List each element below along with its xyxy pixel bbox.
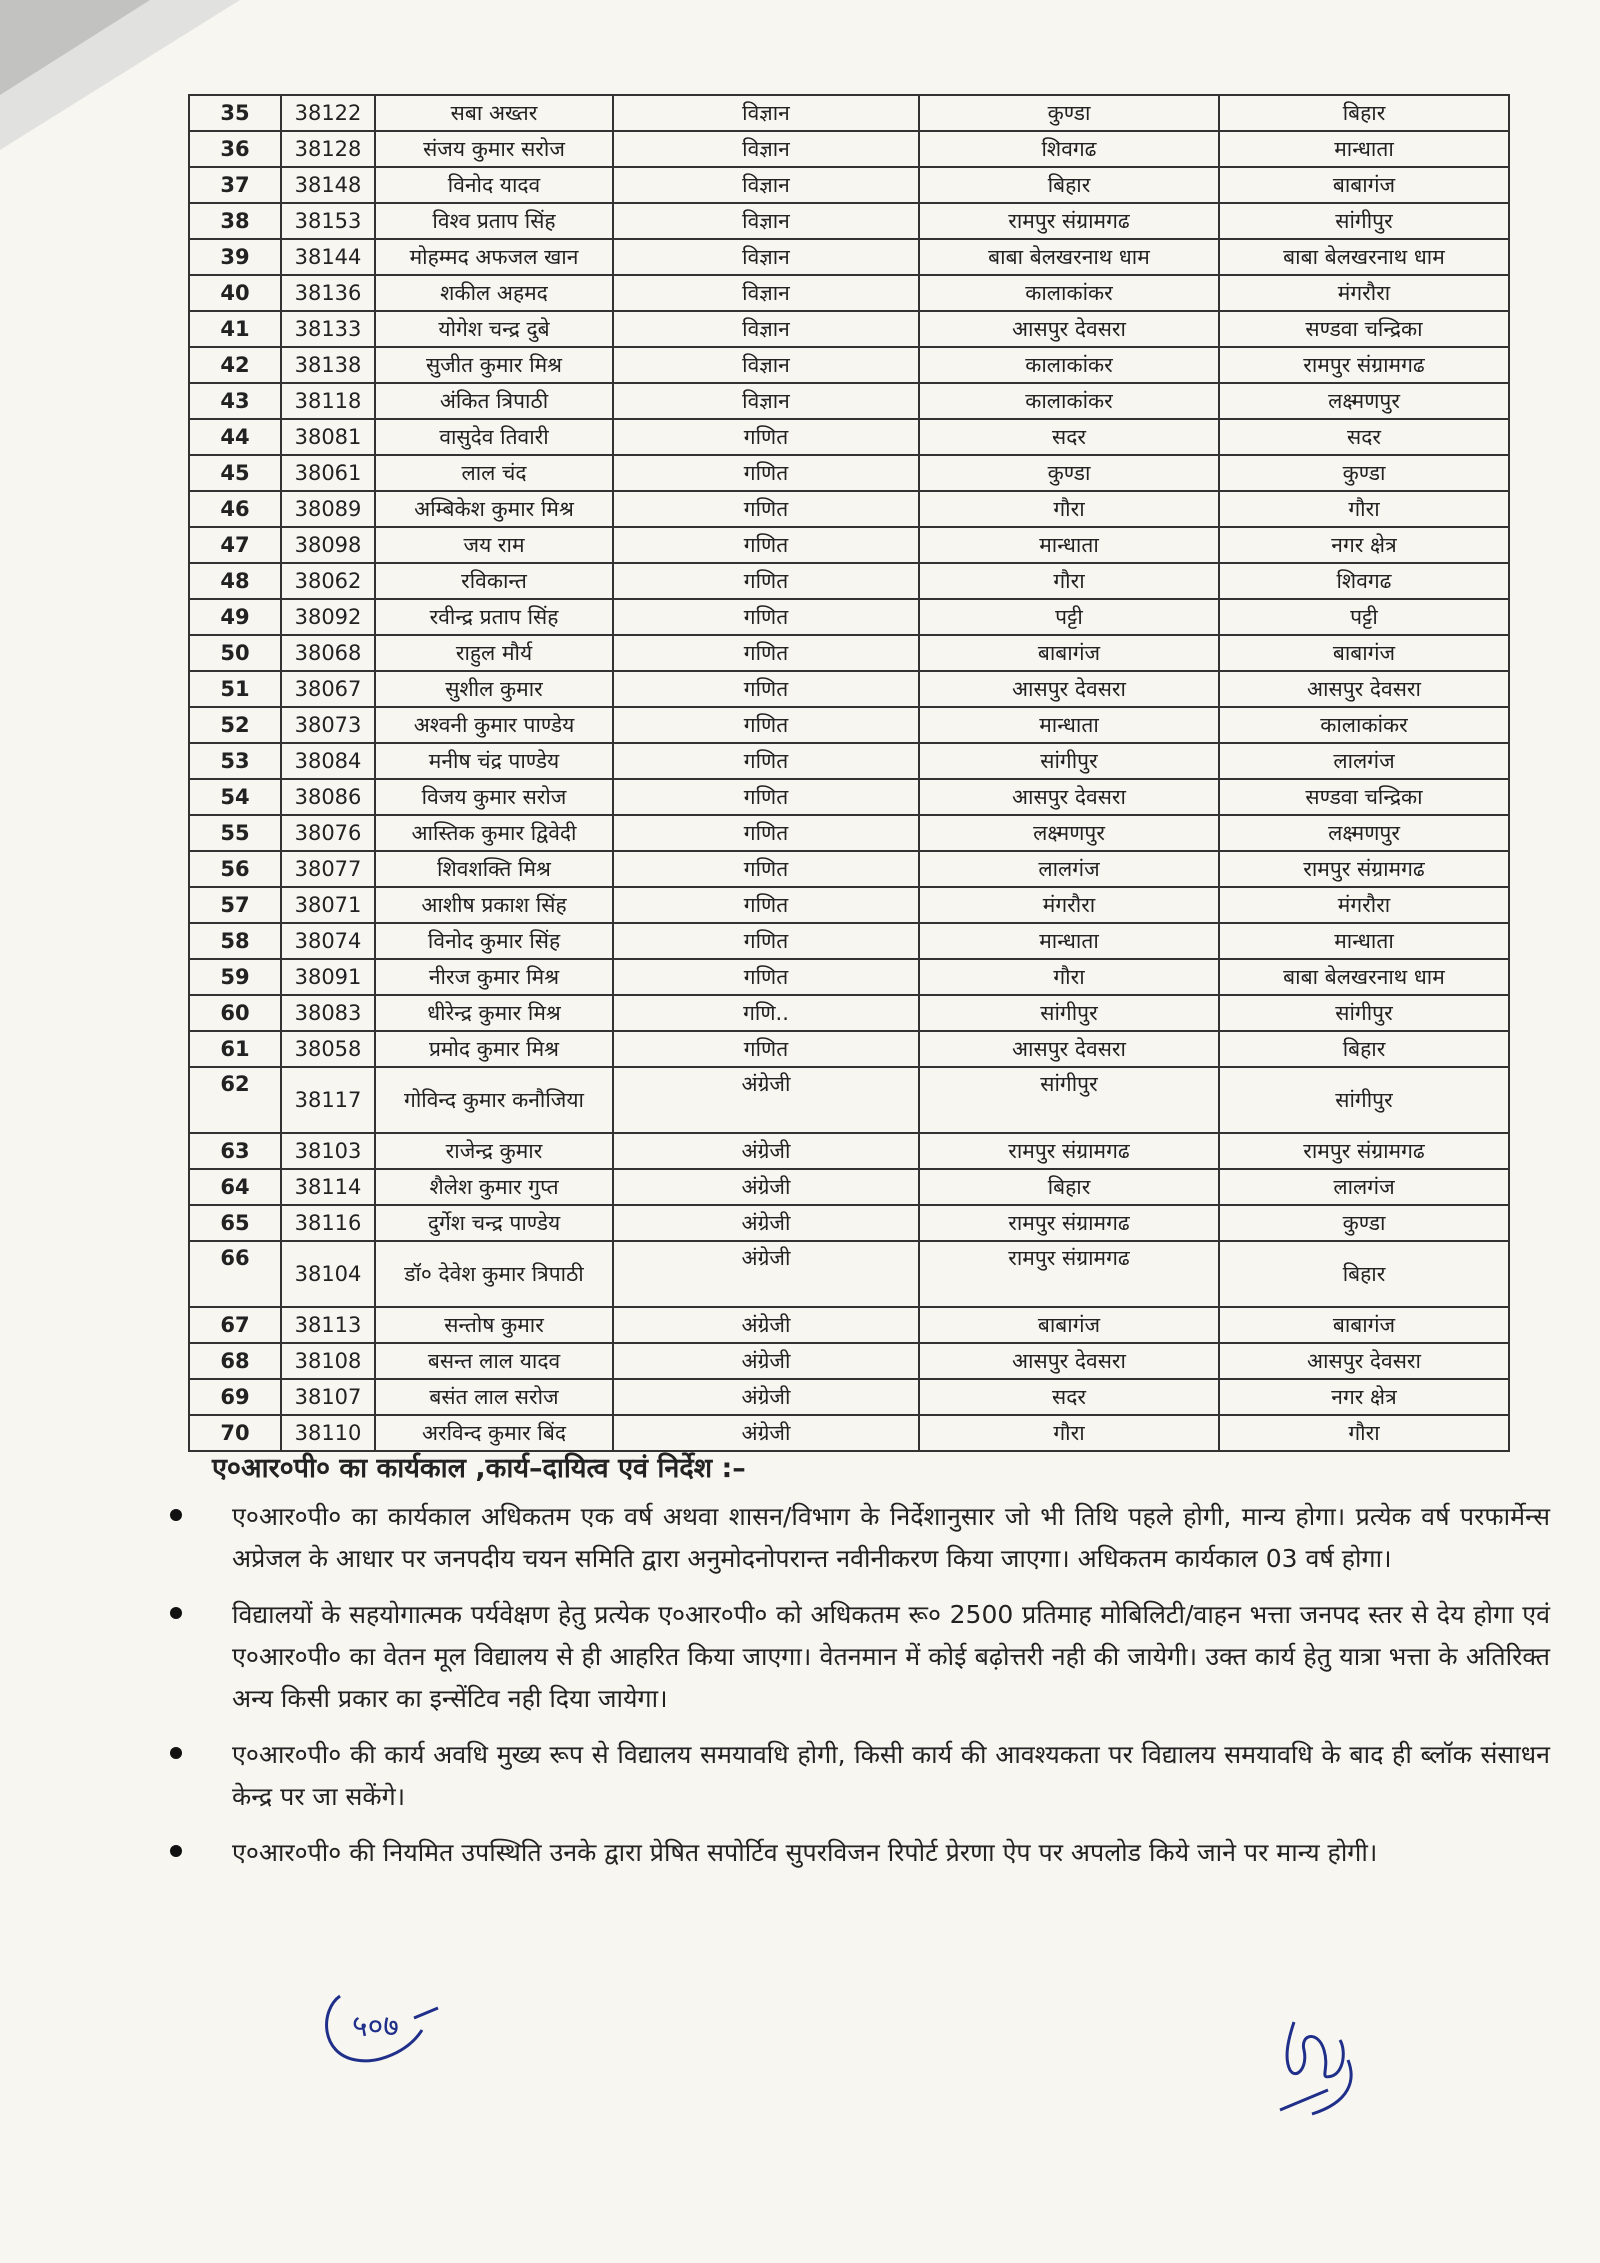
table-row	[189, 743, 1509, 779]
table-row	[189, 1205, 1509, 1241]
block-cell: कुण्डा	[919, 95, 1219, 131]
code-cell: 38144	[281, 239, 375, 275]
subject-cell: अंग्रेजी	[613, 1169, 919, 1205]
code-cell: 38103	[281, 1133, 375, 1169]
code-cell: 38062	[281, 563, 375, 599]
table-row	[189, 887, 1509, 923]
table-row	[189, 95, 1509, 131]
assigned-block-cell: नगर क्षेत्र	[1219, 1379, 1509, 1415]
code-cell: 38084	[281, 743, 375, 779]
subject-cell: अंग्रेजी	[613, 1307, 919, 1343]
subject-cell: गणित	[613, 599, 919, 635]
name-cell: सबा अख्तर	[375, 95, 613, 131]
subject-cell: विज्ञान	[613, 131, 919, 167]
instruction-text: ए०आर०पी० की कार्य अवधि मुख्य रूप से विद्यालय समयावधि होगी, किसी कार्य की आवश्यकता पर विद्यालय समयावधि के बाद ही ब्लॉक संसाधन केन्द्र पर जा सकेंगे।	[232, 1740, 1550, 1811]
sno-cell: 52	[189, 707, 281, 743]
sno-cell: 49	[189, 599, 281, 635]
subject-cell: गणित	[613, 887, 919, 923]
table-row	[189, 815, 1509, 851]
code-cell: 38061	[281, 455, 375, 491]
name-cell: आस्तिक कुमार द्विवेदी	[375, 815, 613, 851]
assigned-block-cell: कालाकांकर	[1219, 707, 1509, 743]
subject-cell: अंग्रेजी	[613, 1133, 919, 1169]
subject-cell: विज्ञान	[613, 311, 919, 347]
instructions-list	[170, 1496, 1550, 1888]
sno-cell: 65	[189, 1205, 281, 1241]
sno-cell: 36	[189, 131, 281, 167]
name-cell: विश्व प्रताप सिंह	[375, 203, 613, 239]
table-row	[189, 347, 1509, 383]
block-cell: कुण्डा	[919, 455, 1219, 491]
table-row	[189, 419, 1509, 455]
subject-cell: विज्ञान	[613, 167, 919, 203]
subject-cell: गणित	[613, 671, 919, 707]
name-cell: योगेश चन्द्र दुबे	[375, 311, 613, 347]
name-cell: नीरज कुमार मिश्र	[375, 959, 613, 995]
block-cell: बाबागंज	[919, 635, 1219, 671]
sno-cell: 70	[189, 1415, 281, 1451]
subject-cell: गणित	[613, 527, 919, 563]
table-row	[189, 1307, 1509, 1343]
block-cell: गौरा	[919, 959, 1219, 995]
sno-cell: 62	[189, 1067, 281, 1133]
code-cell: 38136	[281, 275, 375, 311]
assigned-block-cell: नगर क्षेत्र	[1219, 527, 1509, 563]
block-cell: लालगंज	[919, 851, 1219, 887]
subject-cell: गणित	[613, 455, 919, 491]
block-cell: रामपुर संग्रामगढ	[919, 1205, 1219, 1241]
table-row	[189, 563, 1509, 599]
assigned-block-cell: आसपुर देवसरा	[1219, 671, 1509, 707]
name-cell: अंकित त्रिपाठी	[375, 383, 613, 419]
subject-cell: अंग्रेजी	[613, 1415, 919, 1451]
block-cell: सदर	[919, 419, 1219, 455]
subject-cell: विज्ञान	[613, 239, 919, 275]
sno-cell: 68	[189, 1343, 281, 1379]
block-cell: सांगीपुर	[919, 1067, 1219, 1133]
assigned-block-cell: बाबा बेलखरनाथ धाम	[1219, 239, 1509, 275]
code-cell: 38117	[281, 1067, 375, 1133]
block-cell: गौरा	[919, 563, 1219, 599]
assigned-block-cell: पट्टी	[1219, 599, 1509, 635]
block-cell: लक्ष्मणपुर	[919, 815, 1219, 851]
assigned-block-cell: मंगरौरा	[1219, 887, 1509, 923]
code-cell: 38077	[281, 851, 375, 887]
name-cell: बसन्त लाल यादव	[375, 1343, 613, 1379]
sno-cell: 35	[189, 95, 281, 131]
bullet-dot-icon	[170, 1845, 182, 1857]
table-row	[189, 1133, 1509, 1169]
block-cell: आसपुर देवसरा	[919, 1343, 1219, 1379]
subject-cell: अंग्रेजी	[613, 1241, 919, 1307]
instruction-item	[170, 1594, 1550, 1720]
block-cell: मान्धाता	[919, 707, 1219, 743]
block-cell: बिहार	[919, 167, 1219, 203]
instruction-item	[170, 1832, 1550, 1874]
code-cell: 38116	[281, 1205, 375, 1241]
name-cell: मनीष चंद्र पाण्डेय	[375, 743, 613, 779]
initials-text: ५०७	[352, 2009, 399, 2044]
subject-cell: अंग्रेजी	[613, 1205, 919, 1241]
subject-cell: गणित	[613, 815, 919, 851]
assigned-block-cell: आसपुर देवसरा	[1219, 1343, 1509, 1379]
code-cell: 38067	[281, 671, 375, 707]
block-cell: सांगीपुर	[919, 743, 1219, 779]
block-cell: मान्धाता	[919, 527, 1219, 563]
table-row	[189, 131, 1509, 167]
assigned-block-cell: सण्डवा चन्द्रिका	[1219, 311, 1509, 347]
name-cell: विजय कुमार सरोज	[375, 779, 613, 815]
block-cell: मंगरौरा	[919, 887, 1219, 923]
subject-cell: गणित	[613, 1031, 919, 1067]
code-cell: 38091	[281, 959, 375, 995]
subject-cell: गणित	[613, 635, 919, 671]
code-cell: 38153	[281, 203, 375, 239]
sno-cell: 66	[189, 1241, 281, 1307]
name-cell: अम्बिकेश कुमार मिश्र	[375, 491, 613, 527]
table-row	[189, 1241, 1509, 1307]
name-cell: वासुदेव तिवारी	[375, 419, 613, 455]
name-cell: आशीष प्रकाश सिंह	[375, 887, 613, 923]
assigned-block-cell: कुण्डा	[1219, 1205, 1509, 1241]
code-cell: 38138	[281, 347, 375, 383]
table-row	[189, 455, 1509, 491]
sno-cell: 43	[189, 383, 281, 419]
arp-selection-table	[188, 94, 1508, 1452]
code-cell: 38076	[281, 815, 375, 851]
name-cell: प्रमोद कुमार मिश्र	[375, 1031, 613, 1067]
block-cell: आसपुर देवसरा	[919, 1031, 1219, 1067]
code-cell: 38073	[281, 707, 375, 743]
assigned-block-cell: बिहार	[1219, 1241, 1509, 1307]
table-row	[189, 527, 1509, 563]
subject-cell: गणित	[613, 851, 919, 887]
subject-cell: अंग्रेजी	[613, 1379, 919, 1415]
subject-cell: गणित	[613, 779, 919, 815]
block-cell: कालाकांकर	[919, 275, 1219, 311]
section-title: ए०आर०पी० का कार्यकाल ,कार्य–दायित्व एवं निर्देश :–	[212, 1453, 746, 1484]
sno-cell: 61	[189, 1031, 281, 1067]
code-cell: 38068	[281, 635, 375, 671]
table-row	[189, 1031, 1509, 1067]
page-fold-corner	[0, 0, 150, 95]
sno-cell: 50	[189, 635, 281, 671]
sno-cell: 59	[189, 959, 281, 995]
name-cell: सुशील कुमार	[375, 671, 613, 707]
sno-cell: 54	[189, 779, 281, 815]
table-row	[189, 671, 1509, 707]
name-cell: सन्तोष कुमार	[375, 1307, 613, 1343]
assigned-block-cell: बिहार	[1219, 1031, 1509, 1067]
name-cell: जय राम	[375, 527, 613, 563]
name-cell: डॉ० देवेश कुमार त्रिपाठी	[375, 1241, 613, 1307]
block-cell: गौरा	[919, 1415, 1219, 1451]
subject-cell: गणित	[613, 923, 919, 959]
code-cell: 38058	[281, 1031, 375, 1067]
sno-cell: 41	[189, 311, 281, 347]
assigned-block-cell: बिहार	[1219, 95, 1509, 131]
subject-cell: गणित	[613, 743, 919, 779]
assigned-block-cell: बाबागंज	[1219, 635, 1509, 671]
table-row	[189, 311, 1509, 347]
sno-cell: 44	[189, 419, 281, 455]
code-cell: 38089	[281, 491, 375, 527]
subject-cell: अंग्रेजी	[613, 1343, 919, 1379]
assigned-block-cell: मान्धाता	[1219, 131, 1509, 167]
code-cell: 38086	[281, 779, 375, 815]
assigned-block-cell: गौरा	[1219, 1415, 1509, 1451]
name-cell: मोहम्मद अफजल खान	[375, 239, 613, 275]
table-row	[189, 995, 1509, 1031]
name-cell: अश्वनी कुमार पाण्डेय	[375, 707, 613, 743]
sno-cell: 55	[189, 815, 281, 851]
subject-cell: गणित	[613, 707, 919, 743]
table-row	[189, 491, 1509, 527]
instruction-item	[170, 1496, 1550, 1580]
block-cell: गौरा	[919, 491, 1219, 527]
code-cell: 38148	[281, 167, 375, 203]
code-cell: 38128	[281, 131, 375, 167]
block-cell: रामपुर संग्रामगढ	[919, 1133, 1219, 1169]
table-row	[189, 959, 1509, 995]
assigned-block-cell: गौरा	[1219, 491, 1509, 527]
table-row	[189, 635, 1509, 671]
table-row	[189, 1343, 1509, 1379]
sno-cell: 57	[189, 887, 281, 923]
table-row	[189, 1415, 1509, 1451]
sno-cell: 67	[189, 1307, 281, 1343]
block-cell: पट्टी	[919, 599, 1219, 635]
sno-cell: 51	[189, 671, 281, 707]
subject-cell: विज्ञान	[613, 95, 919, 131]
instruction-text: ए०आर०पी० की नियमित उपस्थिति उनके द्वारा प्रेषित सपोर्टिव सुपरविजन रिपोर्ट प्रेरणा ऐप पर अपलोड किये जाने पर मान्य होगी।	[232, 1838, 1378, 1867]
block-cell: रामपुर संग्रामगढ	[919, 1241, 1219, 1307]
assigned-block-cell: सण्डवा चन्द्रिका	[1219, 779, 1509, 815]
handwritten-initials	[318, 1988, 448, 2072]
bullet-dot-icon	[170, 1747, 182, 1759]
block-cell: शिवगढ	[919, 131, 1219, 167]
block-cell: आसपुर देवसरा	[919, 779, 1219, 815]
name-cell: शैलेश कुमार गुप्त	[375, 1169, 613, 1205]
assigned-block-cell: सांगीपुर	[1219, 203, 1509, 239]
table-row	[189, 779, 1509, 815]
name-cell: लाल चंद	[375, 455, 613, 491]
sno-cell: 39	[189, 239, 281, 275]
subject-cell: अंग्रेजी	[613, 1067, 919, 1133]
code-cell: 38081	[281, 419, 375, 455]
table-row	[189, 1379, 1509, 1415]
assigned-block-cell: मंगरौरा	[1219, 275, 1509, 311]
assigned-block-cell: लालगंज	[1219, 1169, 1509, 1205]
code-cell: 38107	[281, 1379, 375, 1415]
assigned-block-cell: लक्ष्मणपुर	[1219, 815, 1509, 851]
handwritten-signature	[1260, 2010, 1390, 2124]
code-cell: 38133	[281, 311, 375, 347]
sno-cell: 42	[189, 347, 281, 383]
assigned-block-cell: लालगंज	[1219, 743, 1509, 779]
subject-cell: गणित	[613, 959, 919, 995]
instruction-item	[170, 1734, 1550, 1818]
sno-cell: 63	[189, 1133, 281, 1169]
table-body	[189, 95, 1509, 1451]
name-cell: सुजीत कुमार मिश्र	[375, 347, 613, 383]
name-cell: राहुल मौर्य	[375, 635, 613, 671]
table-row	[189, 599, 1509, 635]
name-cell: रवीन्द्र प्रताप सिंह	[375, 599, 613, 635]
assigned-block-cell: बाबा बेलखरनाथ धाम	[1219, 959, 1509, 995]
block-cell: रामपुर संग्रामगढ	[919, 203, 1219, 239]
name-cell: रविकान्त	[375, 563, 613, 599]
block-cell: आसपुर देवसरा	[919, 671, 1219, 707]
name-cell: बसंत लाल सरोज	[375, 1379, 613, 1415]
assigned-block-cell: मान्धाता	[1219, 923, 1509, 959]
subject-cell: विज्ञान	[613, 347, 919, 383]
assigned-block-cell: रामपुर संग्रामगढ	[1219, 1133, 1509, 1169]
block-cell: बाबा बेलखरनाथ धाम	[919, 239, 1219, 275]
sno-cell: 58	[189, 923, 281, 959]
block-cell: कालाकांकर	[919, 347, 1219, 383]
bullet-dot-icon	[170, 1607, 182, 1619]
assigned-block-cell: बाबागंज	[1219, 167, 1509, 203]
subject-cell: गणित	[613, 491, 919, 527]
instruction-text: ए०आर०पी० का कार्यकाल अधिकतम एक वर्ष अथवा शासन/विभाग के निर्देशानुसार जो भी तिथि पहले होगी, मान्य होगा। प्रत्येक वर्ष परफार्मेन्स अप्रेजल के आधार पर जनपदीय चयन समिति द्वारा अनुमोदनोपरान्त नवीनीकरण किया जाएगा। अधिकतम कार्यकाल 03 वर्ष होगा।	[232, 1502, 1550, 1573]
sno-cell: 56	[189, 851, 281, 887]
sno-cell: 45	[189, 455, 281, 491]
assigned-block-cell: सदर	[1219, 419, 1509, 455]
code-cell: 38110	[281, 1415, 375, 1451]
sno-cell: 40	[189, 275, 281, 311]
assigned-block-cell: कुण्डा	[1219, 455, 1509, 491]
sno-cell: 47	[189, 527, 281, 563]
table-row	[189, 167, 1509, 203]
subject-cell: गणित	[613, 563, 919, 599]
instruction-text: विद्यालयों के सहयोगात्मक पर्यवेक्षण हेतु प्रत्येक ए०आर०पी० को अधिकतम रू० 2500 प्रतिमाह मोबिलिटी/वाहन भत्ता जनपद स्तर से देय होगा एवं ए०आर०पी० का वेतन मूल विद्यालय से ही आहरित किया जाएगा। वेतनमान में कोई बढ़ोत्तरी नही की जायेगी। उक्त कार्य हेतु यात्रा भत्ता के अतिरिक्त अन्य किसी प्रकार का इन्सेंटिव नही दिया जायेगा।	[232, 1600, 1550, 1713]
name-cell: संजय कुमार सरोज	[375, 131, 613, 167]
assigned-block-cell: लक्ष्मणपुर	[1219, 383, 1509, 419]
signature-scribble-icon	[1260, 2010, 1390, 2120]
sno-cell: 53	[189, 743, 281, 779]
code-cell: 38108	[281, 1343, 375, 1379]
code-cell: 38113	[281, 1307, 375, 1343]
name-cell: शकील अहमद	[375, 275, 613, 311]
table-row	[189, 275, 1509, 311]
block-cell: सदर	[919, 1379, 1219, 1415]
block-cell: कालाकांकर	[919, 383, 1219, 419]
table-row	[189, 1169, 1509, 1205]
code-cell: 38122	[281, 95, 375, 131]
block-cell: बिहार	[919, 1169, 1219, 1205]
block-cell: बाबागंज	[919, 1307, 1219, 1343]
sno-cell: 64	[189, 1169, 281, 1205]
sno-cell: 38	[189, 203, 281, 239]
table-row	[189, 923, 1509, 959]
assigned-block-cell: सांगीपुर	[1219, 995, 1509, 1031]
assigned-block-cell: रामपुर संग्रामगढ	[1219, 851, 1509, 887]
assigned-block-cell: बाबागंज	[1219, 1307, 1509, 1343]
assigned-block-cell: शिवगढ	[1219, 563, 1509, 599]
name-cell: राजेन्द्र कुमार	[375, 1133, 613, 1169]
subject-cell: विज्ञान	[613, 203, 919, 239]
code-cell: 38092	[281, 599, 375, 635]
block-cell: मान्धाता	[919, 923, 1219, 959]
block-cell: आसपुर देवसरा	[919, 311, 1219, 347]
table-row	[189, 203, 1509, 239]
sno-cell: 46	[189, 491, 281, 527]
assigned-block-cell: रामपुर संग्रामगढ	[1219, 347, 1509, 383]
block-cell: सांगीपुर	[919, 995, 1219, 1031]
table-row	[189, 851, 1509, 887]
code-cell: 38071	[281, 887, 375, 923]
table-row	[189, 383, 1509, 419]
name-cell: अरविन्द कुमार बिंद	[375, 1415, 613, 1451]
table-row	[189, 707, 1509, 743]
code-cell: 38114	[281, 1169, 375, 1205]
code-cell: 38098	[281, 527, 375, 563]
name-cell: विनोद यादव	[375, 167, 613, 203]
code-cell: 38074	[281, 923, 375, 959]
subject-cell: विज्ञान	[613, 275, 919, 311]
code-cell: 38104	[281, 1241, 375, 1307]
sno-cell: 60	[189, 995, 281, 1031]
sno-cell: 69	[189, 1379, 281, 1415]
code-cell: 38118	[281, 383, 375, 419]
sno-cell: 37	[189, 167, 281, 203]
name-cell: शिवशक्ति मिश्र	[375, 851, 613, 887]
bullet-dot-icon	[170, 1509, 182, 1521]
assigned-block-cell: सांगीपुर	[1219, 1067, 1509, 1133]
table-row	[189, 1067, 1509, 1133]
subject-cell: गणि..	[613, 995, 919, 1031]
table-row	[189, 239, 1509, 275]
name-cell: विनोद कुमार सिंह	[375, 923, 613, 959]
subject-cell: विज्ञान	[613, 383, 919, 419]
name-cell: धीरेन्द्र कुमार मिश्र	[375, 995, 613, 1031]
initials-scribble-icon	[318, 1988, 448, 2068]
subject-cell: गणित	[613, 419, 919, 455]
sno-cell: 48	[189, 563, 281, 599]
code-cell: 38083	[281, 995, 375, 1031]
name-cell: दुर्गेश चन्द्र पाण्डेय	[375, 1205, 613, 1241]
name-cell: गोविन्द कुमार कनौजिया	[375, 1067, 613, 1133]
